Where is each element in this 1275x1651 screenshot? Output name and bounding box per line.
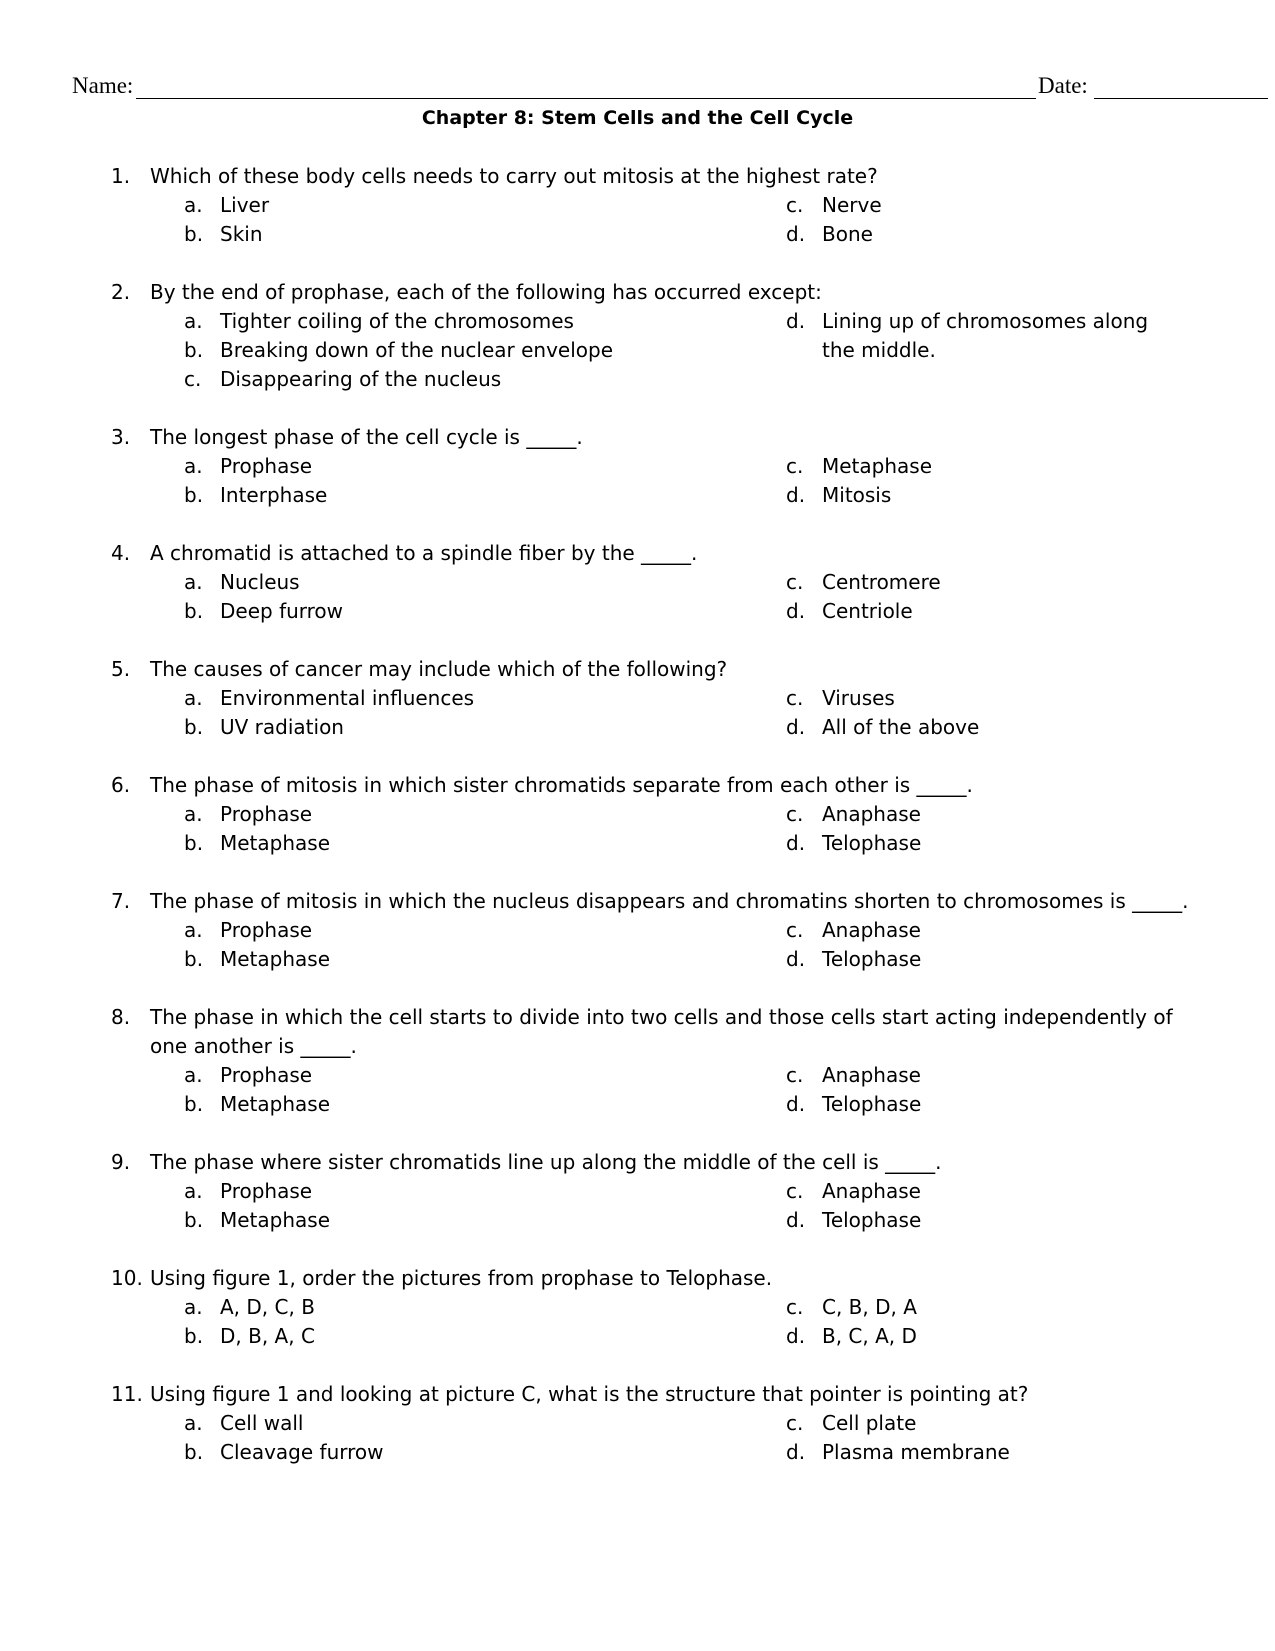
choice-letter: d. — [786, 1208, 806, 1232]
choice-text: Prophase — [220, 802, 313, 826]
question-number: 6. — [111, 773, 131, 797]
question-number: 3. — [111, 425, 131, 449]
choice-letter: d. — [786, 1440, 806, 1464]
choice-text: Liver — [220, 193, 270, 217]
question-number: 9. — [111, 1150, 131, 1174]
answer-choices — [0, 1409, 1275, 1467]
choice-letter: d. — [786, 831, 806, 855]
choice-letter: b. — [184, 222, 204, 246]
choice-text: Cell plate — [822, 1411, 917, 1435]
choice-letter: b. — [184, 338, 204, 362]
question-text: The phase of mitosis in which the nucleus disappears and chromatins shorten to chromosomes is _____. — [150, 889, 1189, 913]
date-label: Date: — [1038, 73, 1088, 98]
choice-letter: a. — [184, 802, 203, 826]
choice-text: Skin — [220, 222, 263, 246]
choice-text: Breaking down of the nuclear envelope — [220, 338, 614, 362]
choice-text: All of the above — [822, 715, 980, 739]
choice-text: Prophase — [220, 1063, 313, 1087]
question-text: The phase in which the cell starts to divide into two cells and those cells start acting independently of one another is _____. — [150, 1005, 1173, 1058]
answer-choices — [0, 307, 1275, 394]
choice-letter: c. — [786, 454, 804, 478]
choice-text: Telophase — [822, 947, 922, 971]
choice-text: Anaphase — [822, 1179, 921, 1203]
question-list — [0, 162, 1275, 1496]
question-number: 4. — [111, 541, 131, 565]
question-text: The phase where sister chromatids line up along the middle of the cell is _____. — [150, 1150, 942, 1174]
choice-letter: d. — [786, 483, 806, 507]
question-6 — [0, 771, 1275, 858]
choice-letter: c. — [786, 570, 804, 594]
choice-text: Centriole — [822, 599, 913, 623]
choice-letter: a. — [184, 193, 203, 217]
choice-text: C, B, D, A — [822, 1295, 917, 1319]
choice-letter: a. — [184, 918, 203, 942]
question-4 — [0, 539, 1275, 626]
choice-text: Interphase — [220, 483, 328, 507]
chapter-title: Chapter 8: Stem Cells and the Cell Cycle — [421, 107, 854, 129]
choice-letter: c. — [786, 1411, 804, 1435]
question-2 — [0, 278, 1275, 394]
choice-letter: a. — [184, 309, 203, 333]
choice-letter: a. — [184, 686, 203, 710]
answer-choices — [0, 191, 1275, 249]
choice-text: Nucleus — [220, 570, 300, 594]
choice-text: Environmental influences — [220, 686, 475, 710]
question-8 — [0, 1003, 1275, 1119]
choice-letter: d. — [786, 1324, 806, 1348]
question-number: 11. — [111, 1382, 143, 1406]
choice-letter: c. — [786, 1063, 804, 1087]
choice-text: Deep furrow — [220, 599, 344, 623]
choice-text: Telophase — [822, 831, 922, 855]
question-1 — [0, 162, 1275, 249]
choice-letter: b. — [184, 947, 204, 971]
question-number: 7. — [111, 889, 131, 913]
choice-text: Mitosis — [822, 483, 892, 507]
choice-text: Prophase — [220, 454, 313, 478]
choice-letter: c. — [184, 367, 202, 391]
choice-letter: c. — [786, 193, 804, 217]
choice-letter: d. — [786, 947, 806, 971]
question-number: 5. — [111, 657, 131, 681]
choice-letter: d. — [786, 599, 806, 623]
question-11 — [0, 1380, 1275, 1467]
date-blank — [1094, 98, 1268, 99]
choice-text: Metaphase — [220, 1092, 331, 1116]
question-3 — [0, 423, 1275, 510]
answer-choices — [0, 916, 1275, 974]
choice-letter: b. — [184, 1092, 204, 1116]
question-5 — [0, 655, 1275, 742]
answer-choices — [0, 568, 1275, 626]
question-text: A chromatid is attached to a spindle fiber by the _____. — [150, 541, 698, 565]
choice-text: Cleavage furrow — [220, 1440, 384, 1464]
question-text: Which of these body cells needs to carry out mitosis at the highest rate? — [150, 164, 878, 188]
answer-choices — [0, 452, 1275, 510]
choice-text: Viruses — [822, 686, 895, 710]
choice-letter: c. — [786, 802, 804, 826]
answer-choices — [0, 800, 1275, 858]
choice-text: Metaphase — [220, 947, 331, 971]
choice-letter: a. — [184, 570, 203, 594]
name-blank — [136, 98, 1036, 99]
name-date-row — [72, 72, 1200, 102]
choice-letter: c. — [786, 1295, 804, 1319]
choice-letter: b. — [184, 1440, 204, 1464]
choice-letter: d. — [786, 715, 806, 739]
question-number: 10. — [111, 1266, 143, 1290]
question-9 — [0, 1148, 1275, 1235]
choice-letter: a. — [184, 454, 203, 478]
question-text: By the end of prophase, each of the following has occurred except: — [150, 280, 822, 304]
choice-text: A, D, C, B — [220, 1295, 315, 1319]
choice-text: D, B, A, C — [220, 1324, 315, 1348]
choice-text: Lining up of chromosomes along the middle. — [822, 309, 1149, 362]
name-label: Name: — [72, 73, 134, 98]
question-text: The causes of cancer may include which of the following? — [150, 657, 728, 681]
choice-text: Nerve — [822, 193, 882, 217]
choice-text: B, C, A, D — [822, 1324, 917, 1348]
question-number: 8. — [111, 1005, 131, 1029]
choice-text: Telophase — [822, 1208, 922, 1232]
choice-letter: b. — [184, 831, 204, 855]
choice-text: Prophase — [220, 918, 313, 942]
choice-letter: a. — [184, 1411, 203, 1435]
choice-text: Anaphase — [822, 918, 921, 942]
choice-letter: c. — [786, 686, 804, 710]
answer-choices — [0, 1177, 1275, 1235]
choice-letter: a. — [184, 1295, 203, 1319]
choice-letter: b. — [184, 1208, 204, 1232]
choice-text: Metaphase — [220, 1208, 331, 1232]
choice-text: Metaphase — [220, 831, 331, 855]
question-number: 1. — [111, 164, 131, 188]
choice-letter: c. — [786, 1179, 804, 1203]
choice-text: Bone — [822, 222, 873, 246]
choice-text: Telophase — [822, 1092, 922, 1116]
choice-text: Anaphase — [822, 802, 921, 826]
choice-text: Cell wall — [220, 1411, 304, 1435]
choice-letter: b. — [184, 715, 204, 739]
choice-letter: b. — [184, 1324, 204, 1348]
answer-choices — [0, 1061, 1275, 1119]
choice-letter: d. — [786, 1092, 806, 1116]
choice-letter: d. — [786, 222, 806, 246]
choice-text: Anaphase — [822, 1063, 921, 1087]
question-text: The phase of mitosis in which sister chromatids separate from each other is _____. — [150, 773, 973, 797]
choice-letter: a. — [184, 1063, 203, 1087]
choice-text: Plasma membrane — [822, 1440, 1010, 1464]
question-text: The longest phase of the cell cycle is _____. — [150, 425, 583, 449]
choice-text: Centromere — [822, 570, 941, 594]
question-number: 2. — [111, 280, 131, 304]
choice-text: Disappearing of the nucleus — [220, 367, 502, 391]
choice-letter: b. — [184, 483, 204, 507]
choice-text: UV radiation — [220, 715, 344, 739]
choice-letter: b. — [184, 599, 204, 623]
question-text: Using figure 1 and looking at picture C, what is the structure that pointer is pointing at? — [150, 1382, 1029, 1406]
choice-text: Tighter coiling of the chromosomes — [220, 309, 574, 333]
choice-text: Metaphase — [822, 454, 933, 478]
choice-letter: d. — [786, 309, 806, 333]
answer-choices — [0, 1293, 1275, 1351]
choice-letter: a. — [184, 1179, 203, 1203]
question-text: Using figure 1, order the pictures from prophase to Telophase. — [150, 1266, 773, 1290]
question-10 — [0, 1264, 1275, 1351]
question-7 — [0, 887, 1275, 974]
choice-text: Prophase — [220, 1179, 313, 1203]
answer-choices — [0, 684, 1275, 742]
choice-letter: c. — [786, 918, 804, 942]
